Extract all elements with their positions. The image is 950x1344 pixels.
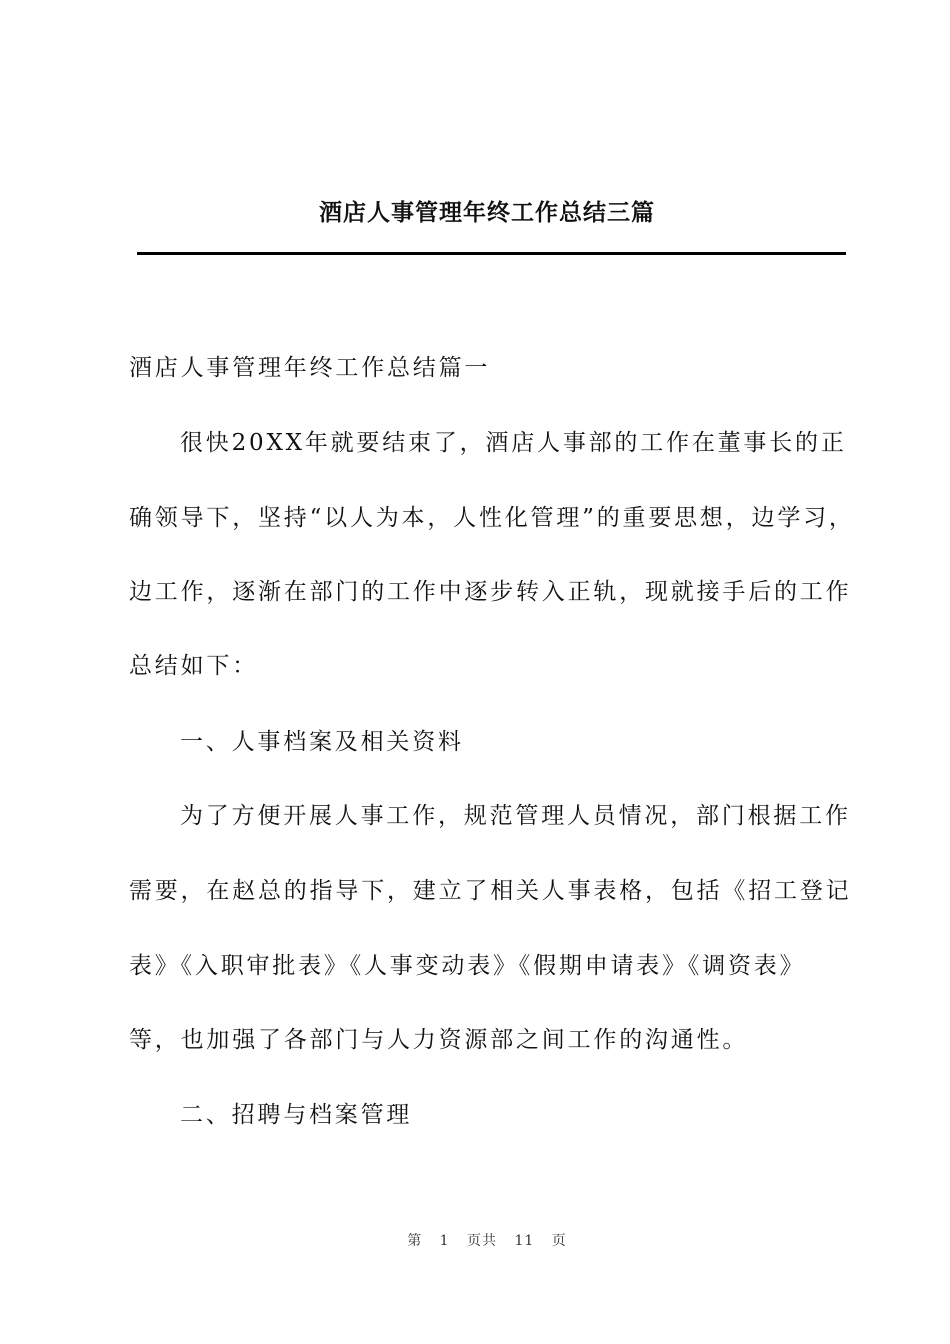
- paragraph-2-line-2: 需要，在赵总的指导下，建立了相关人事表格，包括《招工登记: [129, 878, 852, 904]
- paragraph-1-line-1: 很快20XX年就要结束了，酒店人事部的工作在董事长的正: [180, 430, 847, 456]
- item-2-heading: 二、招聘与档案管理: [180, 1102, 413, 1128]
- page-footer: [0, 1230, 950, 1250]
- footer-label-page: 第: [407, 1233, 423, 1249]
- paragraph-1-line-3: 边工作，逐渐在部门的工作中逐步转入正轨，现就接手后的工作: [129, 579, 852, 605]
- paragraph-2-line-4: 等，也加强了各部门与人力资源部之间工作的沟通性。: [129, 1027, 749, 1053]
- section-heading: 酒店人事管理年终工作总结篇一: [129, 355, 491, 381]
- footer-label-total: 页共: [467, 1233, 498, 1249]
- paragraph-2-line-3: 表》《入职审批表》《人事变动表》《假期申请表》《调资表》: [129, 953, 806, 979]
- paragraph-1-line-4: 总结如下：: [129, 653, 258, 679]
- footer-page-number: 1: [439, 1233, 450, 1249]
- page-title: 酒店人事管理年终工作总结三篇: [319, 199, 655, 226]
- item-1-heading: 一、人事档案及相关资料: [180, 729, 464, 755]
- footer-total-pages: 11: [514, 1233, 535, 1249]
- paragraph-1-line-2: 确领导下，坚持“以人为本，人性化管理”的重要思想，边学习，: [129, 505, 855, 531]
- paragraph-2-line-1: 为了方便开展人事工作，规范管理人员情况，部门根据工作: [180, 803, 851, 829]
- footer-label-end: 页: [551, 1233, 567, 1249]
- title-divider: [137, 252, 846, 255]
